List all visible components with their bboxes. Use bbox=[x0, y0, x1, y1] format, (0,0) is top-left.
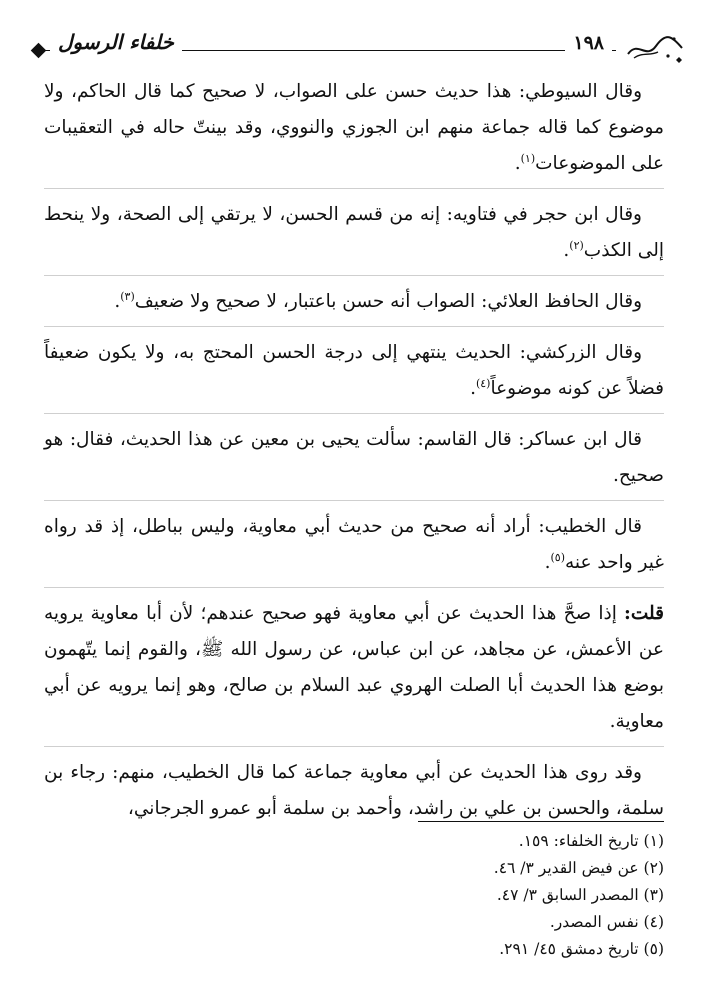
footnote-rule bbox=[418, 821, 664, 822]
footnote-ref[interactable]: (١) bbox=[520, 151, 536, 165]
paragraph-suyuti: وقال السيوطي: هذا حديث حسن على الصواب، لا صحيح كما قال الحاكم، ولا موضوع كما قاله جماعة منهم ابن الجوزي والنووي، وقد بينتّ حاله في التعقيبات على الموضوعات$^{(١)}$. bbox=[44, 81, 664, 174]
paragraph-divider bbox=[44, 275, 664, 276]
paragraph-divider bbox=[44, 188, 664, 189]
paragraph-divider bbox=[44, 746, 664, 747]
footnotes bbox=[300, 828, 664, 963]
main-text bbox=[44, 74, 664, 833]
calligraphy-ornament-icon bbox=[624, 30, 686, 64]
footnote-ref[interactable]: (٥) bbox=[550, 550, 565, 564]
footnote-item: (٥) تاريخ دمشق ٤٥/ ٢٩١. bbox=[499, 940, 664, 958]
footnote-item: (١) تاريخ الخلفاء: ١٥٩. bbox=[518, 832, 664, 850]
page-number: ١٩٨ bbox=[565, 32, 612, 54]
paragraph-khatib: قال الخطيب: أراد أنه صحيح من حديث أبي معاوية، وليس بباطل، إذ قد رواه غير واحد عنه$^{(٥)}$. bbox=[44, 516, 664, 573]
footnote-ref[interactable]: (٤) bbox=[475, 376, 491, 390]
footnote-ref[interactable]: (٢) bbox=[569, 238, 584, 252]
paragraph-qultu: قلت: إذا صحَّ هذا الحديث عن أبي معاوية فهو صحيح عندهم؛ لأن أبا معاوية يرويه عن الأعمش، عن مجاهد، عن ابن عباس، عن رسول الله ﷺ، والقوم إنما يتّهمون بوضع هذا الحديث أبا الصلت الهروي عبد السلام بن صالح، وهو إنما يرويه عن أبي معاوية. bbox=[44, 603, 664, 732]
footnote-item: (٣) المصدر السابق ٣/ ٤٧. bbox=[496, 886, 664, 904]
footnote-item: (٤) نفس المصدر. bbox=[549, 913, 664, 931]
paragraph-divider bbox=[44, 413, 664, 414]
footnote-item: (٢) عن فيض القدير ٣/ ٤٦. bbox=[493, 859, 664, 877]
paragraph-divider bbox=[44, 500, 664, 501]
paragraph-alai: وقال الحافظ العلائي: الصواب أنه حسن باعتبار، لا صحيح ولا ضعيف$^{(٣)}$. bbox=[114, 289, 642, 312]
paragraph-ibn-asakir: قال ابن عساكر: قال القاسم: سألت يحيى بن معين عن هذا الحديث، فقال: هو صحيح. bbox=[44, 429, 664, 486]
diamond-ornament-icon bbox=[31, 43, 47, 59]
running-title: خلفاء الرسول bbox=[50, 30, 182, 54]
paragraph-divider bbox=[44, 326, 664, 327]
paragraph-zarkashi: وقال الزركشي: الحديث ينتهي إلى درجة الحسن المحتج به، ولا يكون ضعيفاً فضلاً عن كونه موضوعاً$^{(٤)}$. bbox=[44, 342, 664, 399]
paragraph-divider bbox=[44, 587, 664, 588]
footnote-ref[interactable]: (٣) bbox=[120, 289, 135, 303]
paragraph-narrators: وقد روى هذا الحديث عن أبي معاوية جماعة كما قال الخطيب، منهم: رجاء بن سلمة، والحسن بن علي بن راشد، وأحمد بن سلمة أبو عمرو الجرجاني، bbox=[44, 762, 664, 819]
paragraph-ibn-hajar: وقال ابن حجر في فتاويه: إنه من قسم الحسن، لا يرتقي إلى الصحة، ولا ينحط إلى الكذب$^{(٢)}$. bbox=[44, 204, 664, 261]
lead-word: قلت: bbox=[624, 603, 664, 624]
page-header bbox=[28, 30, 686, 64]
